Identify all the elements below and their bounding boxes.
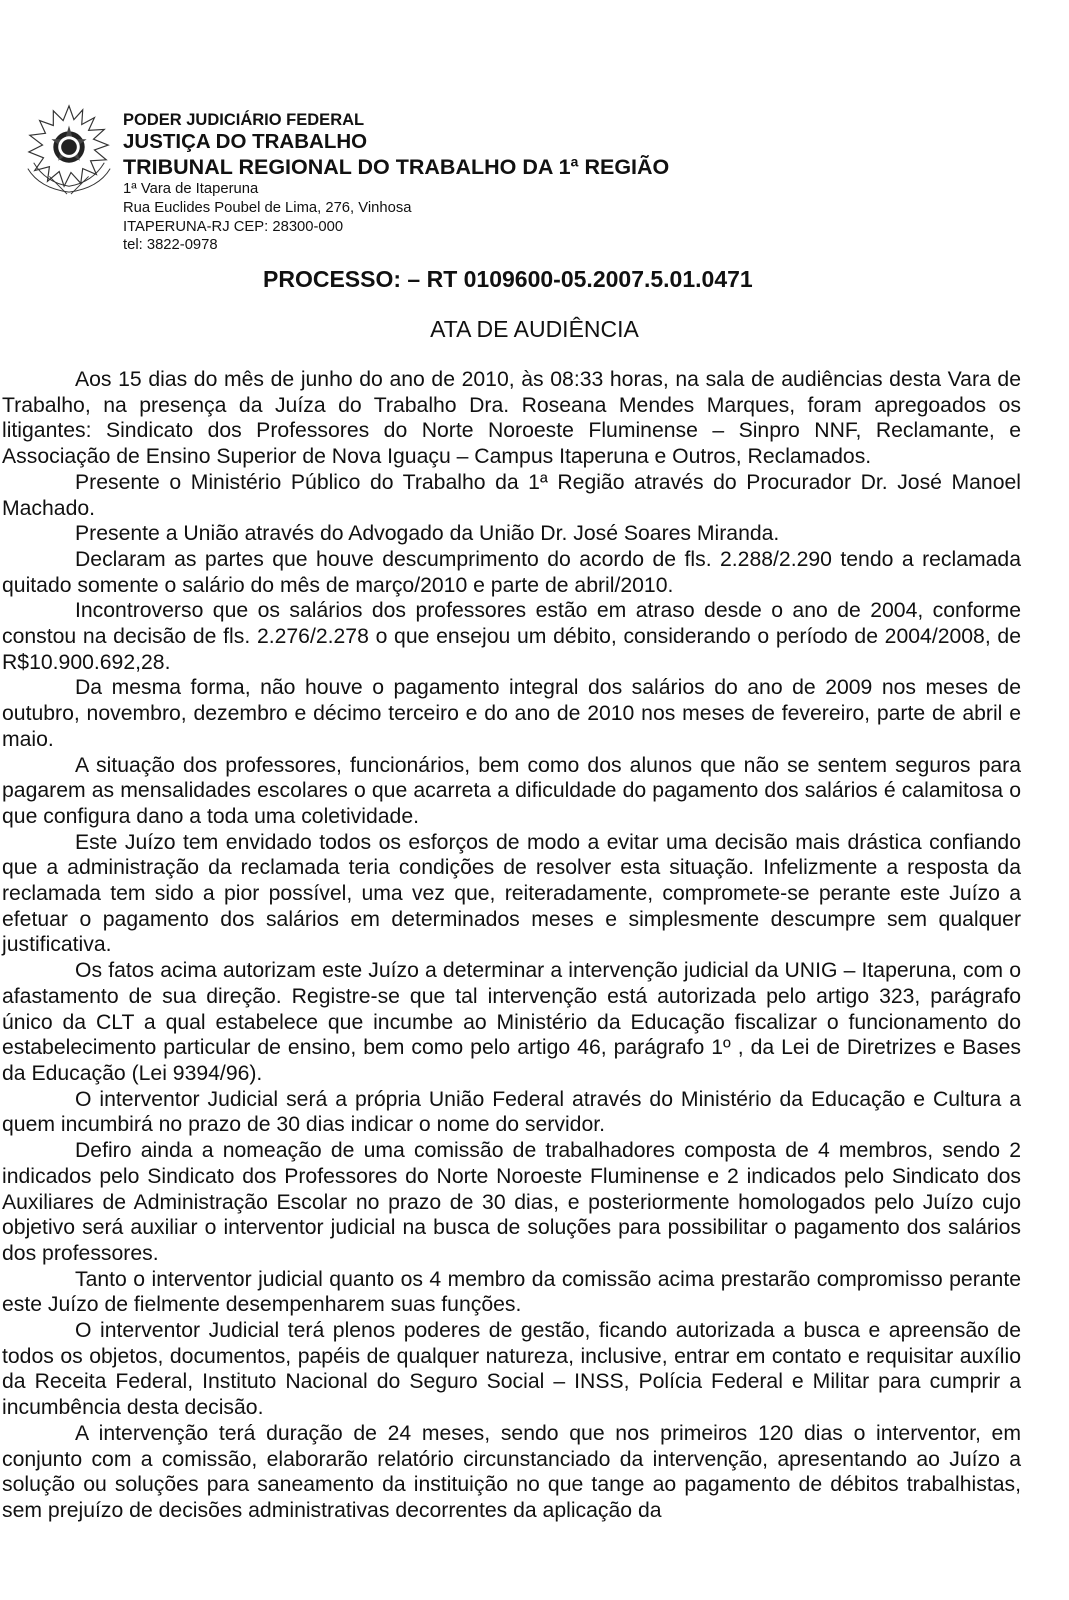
paragraph: Os fatos acima autorizam este Juízo a determinar a intervenção judicial da UNIG – Itaperuna, com o afastamento de sua direção. Registre-se que tal intervenção está autorizada pelo artigo 323, parágrafo único da CLT a qual estabelece que incumbe ao Ministério da Educação fiscalizar o funcionamento do estabelecimento particular de ensino, bem como pelo artigo 46, parágrafo 1º , da Lei de Diretrizes e Bases da Educação (Lei 9394/96). [2, 959, 1021, 1085]
header-vara: 1ª Vara de Itaperuna [123, 181, 259, 197]
paragraph: O interventor Judicial será a própria União Federal através do Ministério da Educação e Cultura a quem incumbirá no prazo de 30 dias indicar o nome do servidor. [2, 1087, 1021, 1137]
paragraph: Tanto o interventor judicial quanto os 4 membro da comissão acima prestarão compromisso perante este Juízo de fielmente desempenharem suas funções. [2, 1267, 1021, 1317]
paragraph: Defiro ainda a nomeação de uma comissão de trabalhadores composta de 4 membros, sendo 2 indicados pelo Sindicato dos Professores do Norte Noroeste Fluminense e 2 indicados pelo Sindicato dos Auxiliares de Administração Escolar no prazo de 30 dias, e posteriormente homologados pelo Juízo cujo objetivo será auxiliar o interventor judicial na busca de soluções para possibilitar o pagamento dos salários dos professores. [2, 1139, 1021, 1265]
header-phone: tel: 3822-0978 [123, 237, 218, 253]
paragraph: Declaram as partes que houve descumprimento do acordo de fls. 2.288/2.290 tendo a reclamada quitado somente o salário do mês de março/2010 e parte de abril/2010. [2, 547, 1021, 597]
paragraph: Presente o Ministério Público do Trabalho da 1ª Região através do Procurador Dr. José Manoel Machado. [2, 470, 1021, 520]
paragraph: A intervenção terá duração de 24 meses, sendo que nos primeiros 120 dias o interventor, em conjunto com a comissão, elaborarão relatório circunstanciado da intervenção, apresentando ao Juízo a solução ou soluções para saneamento da instituição no que tange ao pagamento de débitos trabalhistas, sem prejuízo de decisões administrativas decorrentes da aplicação da [2, 1421, 1021, 1522]
paragraph: Incontroverso que os salários dos professores estão em atraso desde o ano de 2004, conforme constou na decisão de fls. 2.276/2.278 o que ensejou um débito, considerando o período de 2004/2008, de R$10.900.692,28. [2, 599, 1021, 674]
process-number: PROCESSO: – RT 0109600-05.2007.5.01.0471 [263, 266, 753, 292]
document-title: ATA DE AUDIÊNCIA [430, 316, 639, 342]
header-court-power: PODER JUDICIÁRIO FEDERAL [123, 111, 365, 129]
paragraph: O interventor Judicial terá plenos poderes de gestão, ficando autorizada a busca e apreensão de todos os objetos, documentos, papéis de qualquer natureza, inclusive, entrar em contato e requisitar auxílio da Receita Federal, Instituto Nacional do Seguro Social – INSS, Polícia Federal e Militar para cumprir a incumbência desta decisão. [2, 1319, 1021, 1420]
brazil-coat-of-arms-icon [20, 100, 118, 198]
document-body [2, 367, 1021, 1524]
paragraph: Aos 15 dias do mês de junho do ano de 2010, às 08:33 horas, na sala de audiências desta Vara de Trabalho, na presença da Juíza do Trabalho Dra. Roseana Mendes Marques, foram apregoados os litigantes: Sindicato dos Professores do Norte Noroeste Fluminense – Sinpro NNF, Reclamante, e Associação de Ensino Superior de Nova Iguaçu – Campus Itaperuna e Outros, Reclamados. [2, 368, 1021, 469]
paragraph: Presente a União através do Advogado da União Dr. José Soares Miranda. [75, 522, 780, 546]
header-labor-justice: JUSTIÇA DO TRABALHO [123, 130, 368, 153]
header-city-cep: ITAPERUNA-RJ CEP: 28300-000 [123, 219, 344, 235]
header-tribunal: TRIBUNAL REGIONAL DO TRABALHO DA 1ª REGIÃO [123, 155, 670, 179]
paragraph: A situação dos professores, funcionários, bem como dos alunos que não se sentem seguros para pagarem as mensalidades escolares o que acarreta a dificuldade do pagamento dos salários é calamitosa o que configura dano a toda uma coletividade. [2, 753, 1021, 828]
header-address: Rua Euclides Poubel de Lima, 276, Vinhosa [123, 200, 412, 216]
paragraph: Este Juízo tem envidado todos os esforços de modo a evitar uma decisão mais drástica confiando que a administração da reclamada teria condições de resolver esta situação. Infelizmente a resposta da reclamada tem sido a pior possível, uma vez que, reiteradamente, compromete-se perante este Juízo a efetuar o pagamento dos salários em determinados meses e simplesmente descumpre sem qualquer justificativa. [2, 830, 1021, 957]
paragraph: Da mesma forma, não houve o pagamento integral dos salários do ano de 2009 nos meses de outubro, novembro, dezembro e décimo terceiro e do ano de 2010 nos meses de fevereiro, parte de abril e maio. [2, 676, 1021, 751]
